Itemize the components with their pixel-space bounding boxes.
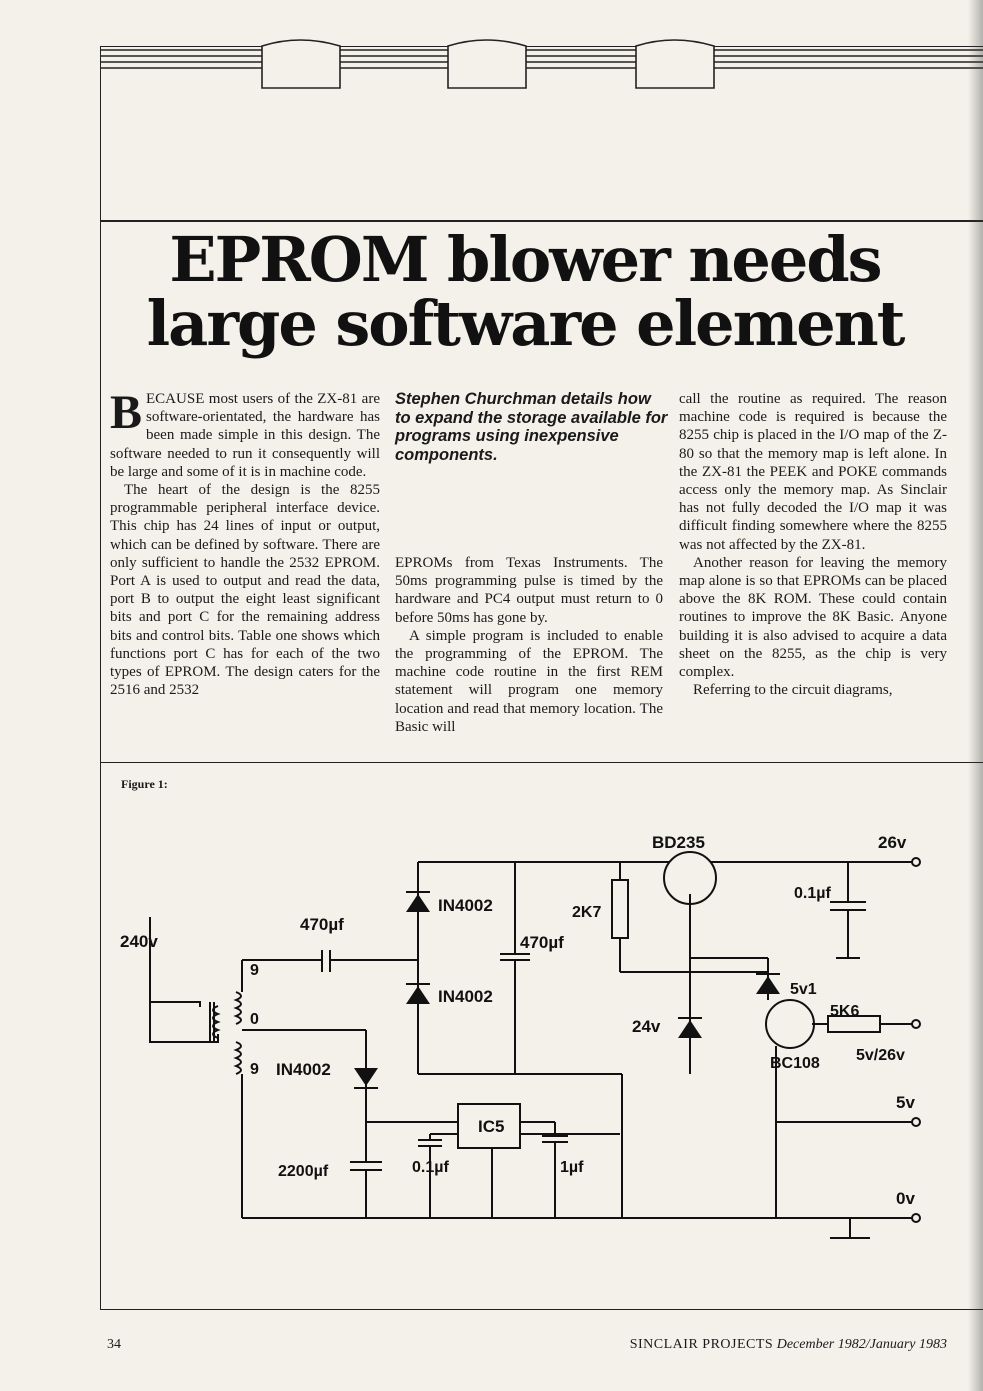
column3-paragraph-1: call the routine as required. The reason machine code is required is because the 8255 chip is placed in the I/O map of the Z-80 so that the memory map is left alone. In the ZX-81 the PEEK and POKE commands access only the memory map. As Sinclair has not fully decoded the I/O map it was difficult finding somewhere where the 8255 was not affected by the ZX-81. [679,391,947,553]
footer-publication-info [630,1337,947,1353]
column3-paragraph-3: Referring to the circuit diagrams, [693,682,893,699]
drop-cap: B [110,386,143,439]
label-zener-5v1: 5v1 [790,981,817,998]
headline [140,223,910,360]
figure-label: Figure 1: [121,777,168,791]
article-column-1 [110,386,380,699]
label-cap-in: 470µf [300,915,344,934]
publication-name: SINCLAIR PROJECTS [629,1337,774,1352]
label-tap-bot: 9 [250,1061,259,1078]
column3-paragraph-2: Another reason for leaving the memory map alone is so that EPROMs can be placed above the 8K ROM. These could contain routines to improve the 8K Basic. Anyone building it is also advised to acquire a data sheet on the 8255, as the chip is very complex. [679,554,947,681]
label-diode-3: IN4002 [276,1060,331,1079]
column2-paragraph-1: EPROMs from Texas Instruments. The 50ms programming pulse is timed by the hardware and PC4 output must return to 0 before 50ms has gone by. [395,555,663,626]
label-cap-1: 1µf [560,1159,584,1176]
page-number: 34 [107,1337,121,1352]
column1-paragraph-1: ECAUSE most users of the ZX-81 are software-orientated, the hardware has been made simple in this design. The software needed to run it consequently will be large and some of it is in machine code. [110,391,380,480]
header-banner-graphic [100,36,983,96]
label-cap-01: 0.1µf [412,1159,449,1176]
label-resistor: 2K7 [572,904,602,921]
label-mains: 240v [120,932,158,951]
label-transistor-1: BD235 [652,833,705,852]
label-regulator: IC5 [478,1117,505,1136]
label-cap-bulk: 470µf [520,933,564,952]
article-column-3 [679,390,947,699]
label-diode-1: IN4002 [438,896,493,915]
label-out-26v: 26v [878,833,907,852]
label-out-5v: 5v [896,1093,915,1112]
label-cap-out: 0.1µf [794,885,831,902]
headline-line-2: large software element [146,287,904,360]
label-tap-mid: 0 [250,1011,259,1028]
label-zener-24: 24v [632,1017,661,1036]
headline-line-1: EPROM blower needs [169,223,881,296]
label-transistor-2: BC108 [770,1055,820,1072]
page-edge-shadow [968,0,983,1391]
label-cap-2200: 2200µf [278,1163,329,1180]
label-out-0v: 0v [896,1189,915,1208]
standfirst: Stephen Churchman details how to expand the storage available for programs using inexpensive components. [395,390,668,464]
column1-paragraph-2: The heart of the design is the 8255 programmable peripheral interface device. This chip has 24 lines of input or output, which can be defined by software. There are only sufficient to handle the 2532 EPROM. Port A is used to output and read the data, port B to output the eight least significant bits and port C for the remaining address bits and control bits. Table one shows which functions port C has for each of the two types of EPROM. The design caters for the 2516 and 2532 [110,482,380,699]
label-out-switch: 5v/26v [856,1047,905,1064]
issue-date: December 1982/January 1983 [776,1337,947,1352]
label-diode-2: IN4002 [438,987,493,1006]
column2-paragraph-2: A simple program is included to enable the programming of the EPROM. The machine code routine in the first REM statement will program one memory location and read that memory location. The Basic will [395,627,663,735]
label-tap-top: 9 [250,962,259,979]
circuit-diagram [100,762,983,1308]
label-resistor-2: 5K6 [830,1003,860,1020]
article-column-2 [395,554,663,736]
